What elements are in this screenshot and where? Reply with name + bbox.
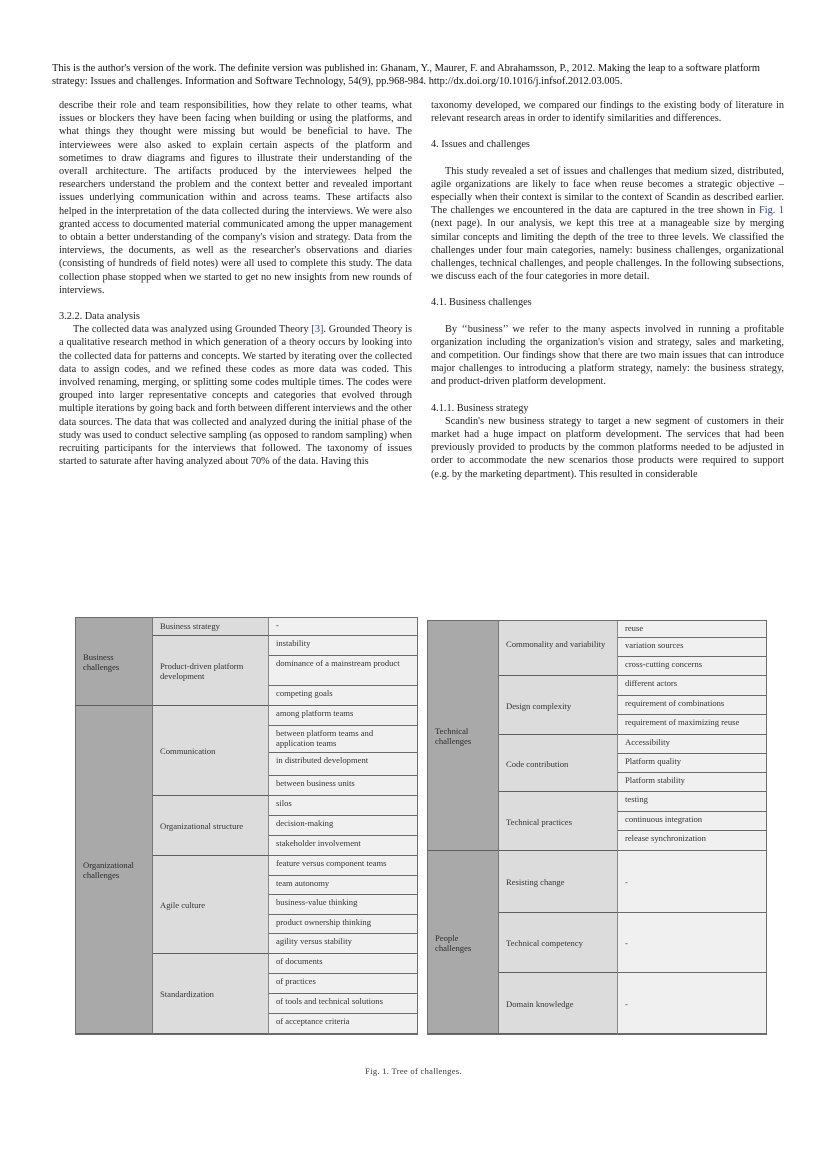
issue-label: continuous integration bbox=[625, 814, 703, 824]
subcategory-label: Design complexity bbox=[506, 700, 572, 711]
issue-cell bbox=[269, 934, 417, 954]
issue-label: between business units bbox=[276, 778, 355, 788]
issue-cell bbox=[618, 812, 766, 831]
issue-label: testing bbox=[625, 794, 648, 804]
issue-cell bbox=[618, 735, 766, 754]
subcategory-cell bbox=[153, 706, 269, 796]
issue-label: competing goals bbox=[276, 688, 333, 698]
issue-cell bbox=[618, 913, 766, 973]
issue-label: - bbox=[625, 877, 628, 887]
issue-label: silos bbox=[276, 798, 292, 808]
issue-label: release synchronization bbox=[625, 833, 706, 843]
subcategory-cell bbox=[499, 913, 618, 973]
issue-label: Platform stability bbox=[625, 775, 685, 785]
category-label: Organizational challenges bbox=[83, 860, 134, 880]
section-heading-3-2-2: 3.2.2. Data analysis bbox=[59, 311, 140, 323]
subcategory-cell bbox=[499, 973, 618, 1034]
subcategory-cell bbox=[153, 856, 269, 954]
issue-cell bbox=[618, 773, 766, 792]
issue-cell bbox=[269, 954, 417, 974]
figure-link[interactable]: Fig. 1 bbox=[758, 205, 784, 217]
subcategory-label: Technical practices bbox=[506, 816, 572, 827]
issue-cell bbox=[269, 656, 417, 686]
issue-label: team autonomy bbox=[276, 878, 330, 888]
section-heading-4: 4. Issues and challenges bbox=[431, 139, 530, 151]
issue-cell bbox=[269, 895, 417, 915]
issue-label: dominance of a mainstream product bbox=[276, 658, 400, 668]
issue-cell bbox=[618, 851, 766, 913]
category-cell bbox=[76, 706, 153, 1034]
issue-label: decision-making bbox=[276, 818, 334, 828]
issue-label: different actors bbox=[625, 678, 678, 688]
subcategory-label: Agile culture bbox=[160, 900, 206, 910]
issue-label: of tools and technical solutions bbox=[276, 996, 383, 1006]
section-heading-4-1-1: 4.1.1. Business strategy bbox=[431, 402, 529, 414]
issue-cell bbox=[269, 618, 417, 636]
issue-cell bbox=[618, 657, 766, 676]
issue-cell bbox=[618, 696, 766, 715]
challenge-tree-left bbox=[75, 617, 418, 1035]
issue-label: of documents bbox=[276, 956, 323, 966]
issue-cell bbox=[618, 792, 766, 812]
category-label: Technical challenges bbox=[435, 726, 472, 746]
issue-label: business-value thinking bbox=[276, 897, 358, 907]
subcategory-label: Commonality and variability bbox=[506, 638, 606, 649]
paragraph: This study revealed a set of issues and challenges that medium sized, distributed, agile organizations are likely to face when reuse becomes a strategic objective – especially when their context is similar to the context of Scandin as described earlier. The challenges we encountered in the data are captured in the tree shown in Fig. 1 (next page). In our analysis, we kept this tree at a manageable size by merging similar concepts and limiting the depth of the tree to three levels. We classified the challenges under four main categories, namely: business challenges, organizational challenges, technical challenges, and people challenges. In the following subsections, we discuss each of the four categories in more detail. bbox=[431, 165, 784, 283]
issue-cell bbox=[269, 856, 417, 876]
issue-cell bbox=[618, 638, 766, 657]
paragraph: The collected data was analyzed using Grounded Theory [3]. Grounded Theory is a qualitative research method in which generation of a theory occurs by looking into the collected data for patterns and concepts. We started by iterating over the collected data to assign codes, and we refined these codes as more data was coded. This involved renaming, merging, or splitting some codes multiple times. The codes were grouped into larger representative concepts and categories that evolved through multiple iterations by going back and forth between different interviews and the other data sources. The data that was collected and analyzed during the initial phase of the study was used to conduct selective sampling (as opposed to random sampling) when recruiting participants for the interviews that followed. The taxonomy of issues started to saturate after having analyzed about 70% of the data. Having this bbox=[59, 324, 413, 468]
subcategory-label: Organizational structure bbox=[160, 821, 244, 831]
subcategory-cell bbox=[153, 796, 269, 856]
issue-label: product ownership thinking bbox=[276, 917, 371, 927]
subcategory-cell bbox=[499, 621, 618, 676]
citation-link[interactable]: [3] bbox=[311, 324, 324, 336]
subcategory-label: Domain knowledge bbox=[506, 998, 574, 1009]
issue-label: of practices bbox=[276, 976, 316, 986]
right-column bbox=[431, 99, 784, 481]
subcategory-label: Communication bbox=[160, 746, 216, 756]
subcategory-label: Business strategy bbox=[160, 621, 220, 631]
issue-label: agility versus stability bbox=[276, 936, 352, 946]
challenge-tree-right bbox=[427, 620, 767, 1035]
paragraph: By ‘‘business’’ we refer to the many aspects involved in running a profitable organization including the organization's vision and strategy, sales and marketing, and competition. Our findings show that there are two main issues that can introduce major challenges to introducing a platform strategy, namely: the business strategy, and product-driven platform development. bbox=[431, 323, 784, 388]
issue-label: of acceptance criteria bbox=[276, 1016, 350, 1026]
issue-label: variation sources bbox=[625, 640, 684, 650]
issue-cell bbox=[269, 686, 417, 706]
issue-label: in distributed development bbox=[276, 755, 369, 765]
subcategory-label: Resisting change bbox=[506, 877, 565, 887]
subcategory-label: Standardization bbox=[160, 989, 214, 999]
issue-label: - bbox=[276, 620, 279, 630]
issue-cell bbox=[269, 994, 417, 1014]
subcategory-cell bbox=[153, 618, 269, 636]
issue-label: instability bbox=[276, 638, 311, 648]
subcategory-label: Product-driven platform development bbox=[160, 661, 244, 681]
issue-cell bbox=[269, 706, 417, 726]
issue-label: cross-cutting concerns bbox=[625, 659, 703, 669]
subcategory-cell bbox=[499, 792, 618, 851]
issue-cell bbox=[269, 974, 417, 994]
issue-label: among platform teams bbox=[276, 708, 354, 718]
issue-label: reuse bbox=[625, 623, 644, 633]
issue-label: between platform teams and application teams bbox=[276, 728, 374, 748]
category-cell bbox=[428, 851, 499, 1034]
issue-cell bbox=[269, 876, 417, 895]
subcategory-cell bbox=[153, 636, 269, 706]
issue-label: Platform quality bbox=[625, 756, 682, 766]
issue-cell bbox=[618, 676, 766, 696]
paragraph: Scandin's new business strategy to target a new segment of customers in their market had a huge impact on platform development. The services that had been previously provided to products by the common platforms needed to be adjusted in order to accommodate the new scenarios those products were required to support (e.g. by the marketing department). This resulted in considerable bbox=[431, 415, 784, 480]
category-label: Business challenges bbox=[83, 652, 120, 672]
issue-cell bbox=[269, 776, 417, 796]
issue-label: feature versus component teams bbox=[276, 858, 387, 868]
issue-cell bbox=[618, 621, 766, 638]
issue-cell bbox=[269, 796, 417, 816]
category-cell bbox=[428, 621, 499, 851]
issue-cell bbox=[269, 1014, 417, 1034]
subcategory-cell bbox=[499, 851, 618, 913]
issue-cell bbox=[618, 973, 766, 1034]
issue-cell bbox=[269, 726, 417, 753]
issue-label: requirement of maximizing reuse bbox=[625, 717, 740, 727]
issue-label: - bbox=[625, 998, 628, 1009]
paragraph: taxonomy developed, we compared our findings to the existing body of literature in relevant research areas in order to identify similarities and differences. bbox=[431, 100, 784, 125]
issue-cell bbox=[269, 836, 417, 856]
issue-cell bbox=[618, 715, 766, 735]
left-column bbox=[59, 99, 412, 468]
issue-cell bbox=[269, 816, 417, 836]
issue-label: Accessibility bbox=[625, 737, 670, 747]
publication-notice: This is the author's version of the work. The definite version was published in: Ghanam, Y., Maurer, F. and Abrahamsson, P., 2012. Making the leap to a software platform strategy: Issues and challenges. Information and Software Technology, 54(9), pp.968-984. http://dx.doi.org/10.1016/j.infsof.2012.03.005. bbox=[52, 63, 761, 87]
subcategory-cell bbox=[499, 676, 618, 735]
subcategory-label: Technical competency bbox=[506, 938, 583, 948]
category-label: People challenges bbox=[435, 932, 472, 953]
issue-cell bbox=[618, 831, 766, 851]
issue-cell bbox=[618, 754, 766, 773]
issue-label: requirement of combinations bbox=[625, 698, 725, 708]
issue-label: - bbox=[625, 938, 628, 948]
section-heading-4-1: 4.1. Business challenges bbox=[431, 297, 532, 309]
subcategory-cell bbox=[153, 954, 269, 1034]
subcategory-cell bbox=[499, 735, 618, 792]
issue-label: stakeholder involvement bbox=[276, 838, 361, 848]
issue-cell bbox=[269, 915, 417, 934]
figure-caption: Fig. 1. Tree of challenges. bbox=[365, 1066, 462, 1076]
issue-cell bbox=[269, 636, 417, 656]
subcategory-label: Code contribution bbox=[506, 758, 569, 769]
issue-cell bbox=[269, 753, 417, 776]
paragraph: describe their role and team responsibilities, how they relate to other teams, what issues or blockers they have been facing when building or using the platforms, and what things they thought were missing but would be beneficial to have. The interviewees were also asked to explain certain aspects of the platform and sometimes to draw diagrams and figures to illustrate their understanding of the overall architecture. The artifacts produced by the interviewees helped the researchers understand the problem and the context better and revealed important issues underlying communication within and across teams. These artifacts also helped in the interpretation of the data collected during the interviews. We were also granted access to documented material communicated among the upper management to obtain a better understanding of the company's vision and strategy. Data from the interviews, the documents, as well as the researcher's observations and diaries (consisting of hundreds of field notes) were all used to complete this study. The data collection phase stopped when we started to get no new insights from new rounds of interviews. bbox=[59, 100, 412, 296]
category-cell bbox=[76, 618, 153, 706]
